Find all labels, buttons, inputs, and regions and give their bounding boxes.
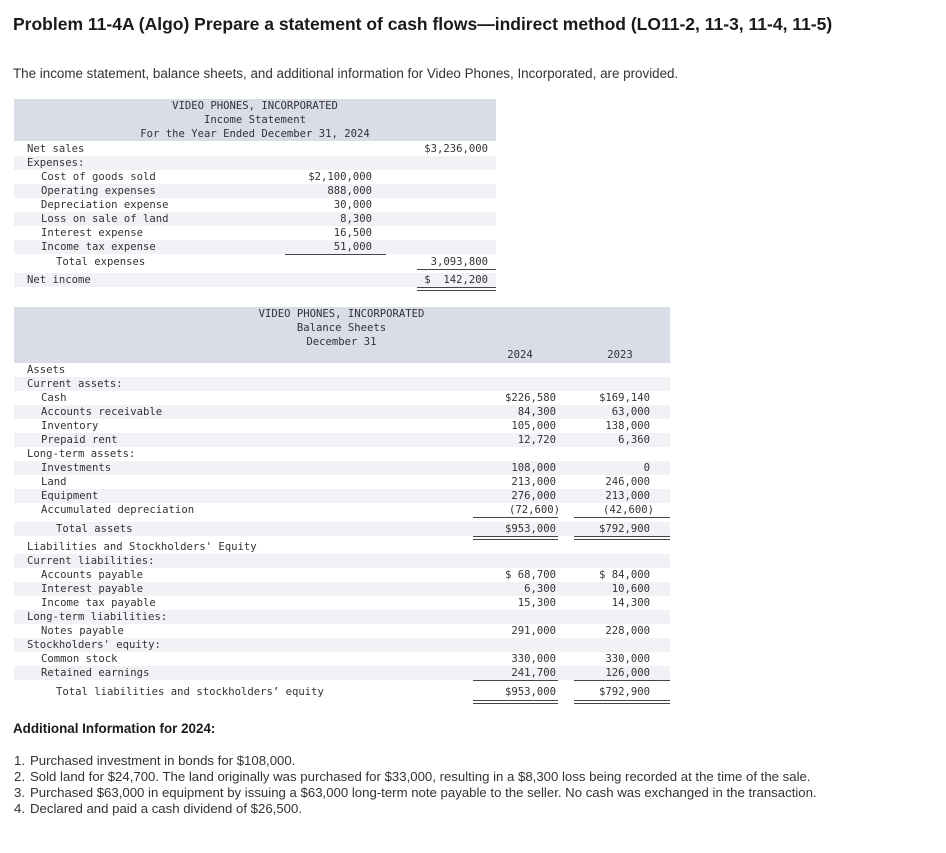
total-expenses-underline [417, 269, 496, 270]
additional-info-list [13, 753, 913, 817]
liab-equity-label: Liabilities and Stockholders' Equity [27, 541, 257, 553]
income-statement-company: VIDEO PHONES, INCORPORATED [172, 100, 338, 112]
expense-row [14, 198, 496, 212]
net-sales-label: Net sales [27, 143, 85, 155]
long-term-assets-label: Long-term assets: [27, 448, 136, 460]
list-item-text: Sold land for $24,700. The land originally was purchased for $33,000, resulting in a $8,300 loss being recorded at the time of the sale. [30, 769, 811, 784]
balance-sheet-name: Balance Sheets [296, 322, 387, 334]
column-header-2024: 2024 [507, 349, 533, 361]
expense-label: Operating expenses [41, 185, 156, 197]
balance-row-label: Cash [41, 392, 67, 404]
total-expenses-value: 3,093,800 [430, 256, 488, 268]
net-sales-value: $3,236,000 [424, 143, 488, 155]
balance-row [14, 652, 670, 666]
balance-row-label: Interest payable [41, 583, 144, 595]
balance-row-label: Prepaid rent [41, 434, 118, 446]
expense-row [14, 184, 496, 198]
total-le-label: Total liabilities and stockholders’ equity [56, 686, 324, 698]
list-item [13, 769, 913, 785]
list-item-number: 2. [14, 769, 25, 784]
income-statement-period: For the Year Ended December 31, 2024 [140, 128, 370, 140]
equity-underline-2023 [574, 680, 670, 681]
value-2024: 108,000 [511, 462, 556, 474]
total-le-double-underline-2023 [574, 700, 670, 704]
expense-row [14, 240, 496, 254]
balance-row [14, 582, 670, 596]
list-item [13, 753, 913, 769]
assets-row [14, 363, 670, 377]
balance-row-label: Accounts receivable [41, 406, 163, 418]
balance-row [14, 433, 670, 447]
list-item-number: 1. [14, 753, 25, 768]
net-income-row [14, 273, 496, 287]
total-le-2023: $792,900 [598, 686, 650, 698]
balance-row [14, 596, 670, 610]
current-assets-row [14, 377, 670, 391]
balance-row-label: Income tax payable [41, 597, 156, 609]
value-2024: $ 68,700 [504, 569, 556, 581]
balance-row-label: Retained earnings [41, 667, 150, 679]
total-assets-row [14, 522, 670, 536]
expense-label: Depreciation expense [41, 199, 169, 211]
net-income-value: $ 142,200 [424, 274, 488, 286]
total-expenses-label: Total expenses [56, 256, 146, 268]
balance-row [14, 391, 670, 405]
balance-row [14, 419, 670, 433]
expense-label: Income tax expense [41, 241, 156, 253]
balance-row [14, 461, 670, 475]
value-2023: 138,000 [605, 420, 650, 432]
value-2024: 330,000 [511, 653, 556, 665]
value-2023: 126,000 [605, 667, 650, 679]
net-sales-row [14, 142, 496, 156]
long-term-liabilities-label: Long-term liabilities: [27, 611, 168, 623]
value-2023: 10,600 [611, 583, 650, 595]
value-2023: 6,360 [618, 434, 650, 446]
balance-row [14, 503, 670, 517]
expense-value: 8,300 [340, 213, 372, 225]
equity-underline-2024 [473, 680, 558, 681]
balance-sheet-company: VIDEO PHONES, INCORPORATED [258, 308, 425, 320]
list-item-number: 4. [14, 801, 25, 816]
expense-label: Loss on sale of land [41, 213, 169, 225]
balance-row [14, 475, 670, 489]
current-assets-label: Current assets: [27, 378, 123, 390]
income-statement [14, 99, 496, 291]
balance-row-label: Investments [41, 462, 112, 474]
balance-row [14, 666, 670, 680]
value-2024: 291,000 [511, 625, 556, 637]
balance-row-label: Inventory [41, 420, 99, 432]
value-2023: $ 84,000 [598, 569, 650, 581]
value-2023: 330,000 [605, 653, 650, 665]
expense-row [14, 226, 496, 240]
equity-label: Stockholders' equity: [27, 639, 161, 651]
value-2024: 15,300 [517, 597, 556, 609]
expenses-label: Expenses: [27, 157, 85, 169]
value-2023: $169,140 [598, 392, 650, 404]
value-2024: 241,700 [511, 667, 556, 679]
assets-underline-2023 [574, 517, 670, 518]
liab-equity-row [14, 540, 670, 554]
list-item-text: Declared and paid a cash dividend of $26,500. [30, 801, 303, 816]
assets-label: Assets [27, 364, 66, 376]
balance-row [14, 624, 670, 638]
list-item-number: 3. [14, 785, 25, 800]
expense-label: Interest expense [41, 227, 144, 239]
long-term-liabilities-row [14, 610, 670, 624]
current-liabilities-row [14, 554, 670, 568]
expense-row [14, 170, 496, 184]
list-item [13, 801, 913, 817]
net-income-label: Net income [27, 274, 91, 286]
total-assets-2023: $792,900 [598, 523, 650, 535]
value-2023: 228,000 [605, 625, 650, 637]
expense-row [14, 212, 496, 226]
value-2023: 63,000 [611, 406, 650, 418]
additional-info-heading: Additional Information for 2024: [13, 721, 216, 736]
value-2023: 0 [643, 462, 650, 474]
expense-label: Cost of goods sold [41, 171, 156, 183]
page-title: Problem 11-4A (Algo) Prepare a statement of cash flows—indirect method (LO11-2, 11-3, 11-4, 11-5) [13, 14, 833, 34]
balance-row-label: Notes payable [41, 625, 124, 637]
balance-row-label: Accumulated depreciation [41, 504, 195, 516]
total-le-row [14, 685, 670, 699]
value-2023: 246,000 [605, 476, 650, 488]
value-2024: $226,580 [504, 392, 556, 404]
current-liabilities-label: Current liabilities: [27, 555, 155, 567]
long-term-assets-row [14, 447, 670, 461]
balance-row-label: Accounts payable [41, 569, 144, 581]
net-income-double-underline [417, 287, 496, 291]
balance-row-label: Equipment [41, 490, 99, 502]
value-2024: 6,300 [524, 583, 556, 595]
value-2023: 213,000 [605, 490, 650, 502]
value-2024: 276,000 [511, 490, 556, 502]
expense-value: 30,000 [333, 199, 372, 211]
value-2023: 14,300 [611, 597, 650, 609]
balance-row [14, 405, 670, 419]
value-2024: 84,300 [517, 406, 556, 418]
total-le-double-underline-2024 [473, 700, 558, 704]
balance-row-label: Common stock [41, 653, 118, 665]
total-assets-2024: $953,000 [504, 523, 556, 535]
value-2023: (42,600) [602, 504, 654, 516]
expense-value: $2,100,000 [308, 171, 372, 183]
intro-text: The income statement, balance sheets, and additional information for Video Phones, Incorporated, are provided. [13, 66, 679, 81]
equity-row [14, 638, 670, 652]
expenses-header-row [14, 156, 496, 170]
column-header-2023: 2023 [607, 349, 633, 361]
list-item [13, 785, 913, 801]
value-2024: (72,600) [508, 504, 560, 516]
value-2024: 12,720 [517, 434, 556, 446]
list-item-text: Purchased investment in bonds for $108,000. [30, 753, 296, 768]
balance-sheet [14, 307, 670, 707]
expense-value: 16,500 [333, 227, 372, 239]
expense-value: 888,000 [327, 185, 372, 197]
total-le-2024: $953,000 [504, 686, 556, 698]
balance-row-label: Land [41, 476, 67, 488]
balance-sheet-date: December 31 [306, 336, 377, 348]
balance-row [14, 568, 670, 582]
assets-underline-2024 [473, 517, 558, 518]
total-assets-label: Total assets [56, 523, 133, 535]
balance-row [14, 489, 670, 503]
list-item-text: Purchased $63,000 in equipment by issuing a $63,000 long-term note payable to the seller. No cash was exchanged in the transaction. [30, 785, 817, 800]
value-2024: 213,000 [511, 476, 556, 488]
expense-value: 51,000 [333, 241, 372, 253]
income-statement-name: Income Statement [203, 114, 307, 126]
value-2024: 105,000 [511, 420, 556, 432]
total-expenses-row [14, 255, 496, 269]
